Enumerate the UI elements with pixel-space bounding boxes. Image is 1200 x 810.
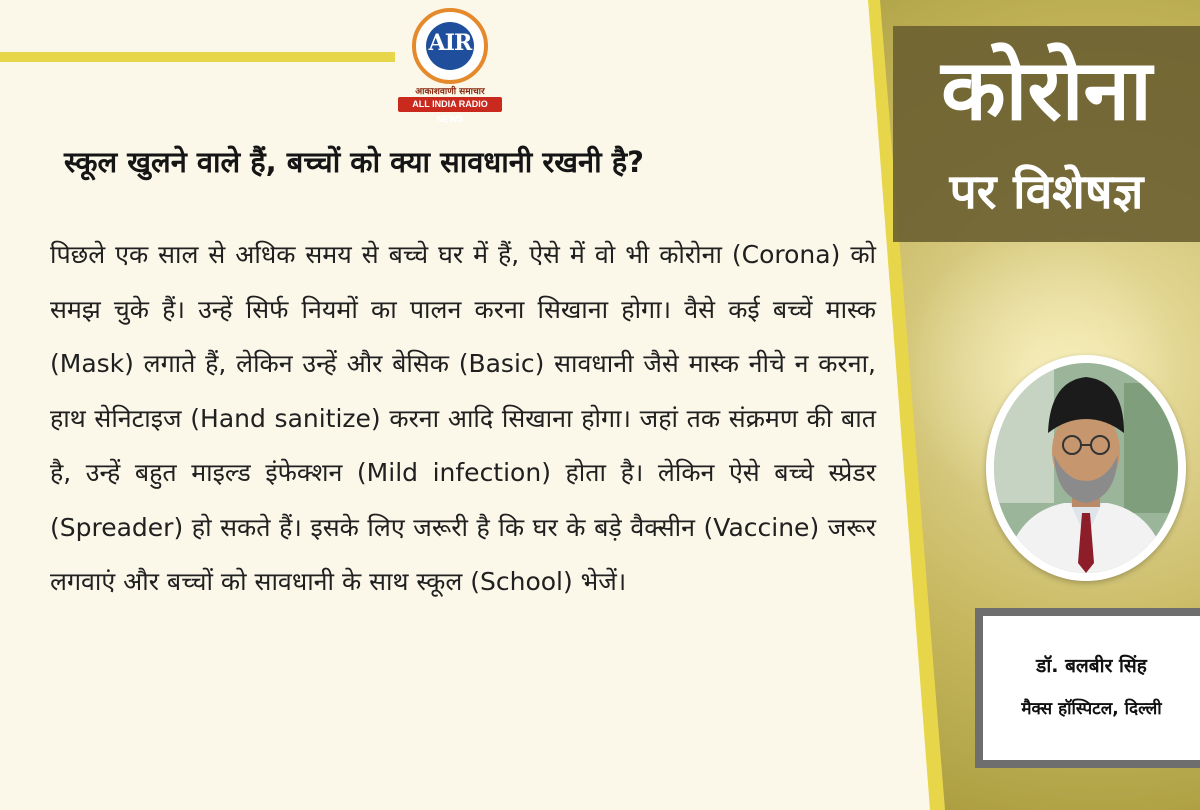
- portrait-illustration: [994, 363, 1178, 573]
- logo-letters: AIR: [428, 30, 472, 56]
- logo-emblem: [426, 22, 474, 70]
- logo-badge: ALL INDIA RADIO NEWS: [398, 97, 502, 112]
- article-body: पिछले एक साल से अधिक समय से बच्चे घर में हैं, ऐसे में वो भी कोरोना (Corona) को समझ चुके हैं। उन्हें सिर्फ नियमों का पालन करना सिखाना होगा। वैसे कई बच्चें मास्क (Mask) लगाते हैं, लेकिन उन्हें और बेसिक (Basic) सावधानी जैसे मास्क नीचे न करना, हाथ सेनिटाइज (Hand sanitize) करना आदि सिखाना होगा। जहां तक संक्रमण की बात है, उन्हें बहुत माइल्ड इंफेक्शन (Mild infection) होता है। लेकिन ऐसे बच्चे स्प्रेडर (Spreader) हो सकते हैं। इसके लिए जरूरी है कि घर के बड़े वैक्सीन (Vaccine) जरूर लगवाएं और बच्चों को सावधानी के साथ स्कूल (School) भेजें।: [50, 240, 876, 596]
- panel-title-line2: पर विशेषज्ञ: [949, 164, 1144, 220]
- logo-subtext: आकाशवाणी समाचार: [415, 87, 485, 97]
- panel-title-line1: कोरोना: [941, 41, 1152, 139]
- expert-name: डॉ. बलबीर सिंह: [1036, 655, 1147, 677]
- top-accent-stripe: [0, 52, 395, 62]
- expert-affiliation: मैक्स हॉस्पिटल, दिल्ली: [1021, 699, 1162, 719]
- expert-portrait: [986, 355, 1186, 581]
- expert-name-inner: [983, 616, 1200, 760]
- air-news-logo: [396, 8, 504, 124]
- headline: स्कूल खुलने वाले हैं, बच्चों को क्या सावधानी रखनी है?: [64, 145, 644, 179]
- logo-ring: [412, 8, 488, 84]
- expert-name-box: [975, 608, 1200, 768]
